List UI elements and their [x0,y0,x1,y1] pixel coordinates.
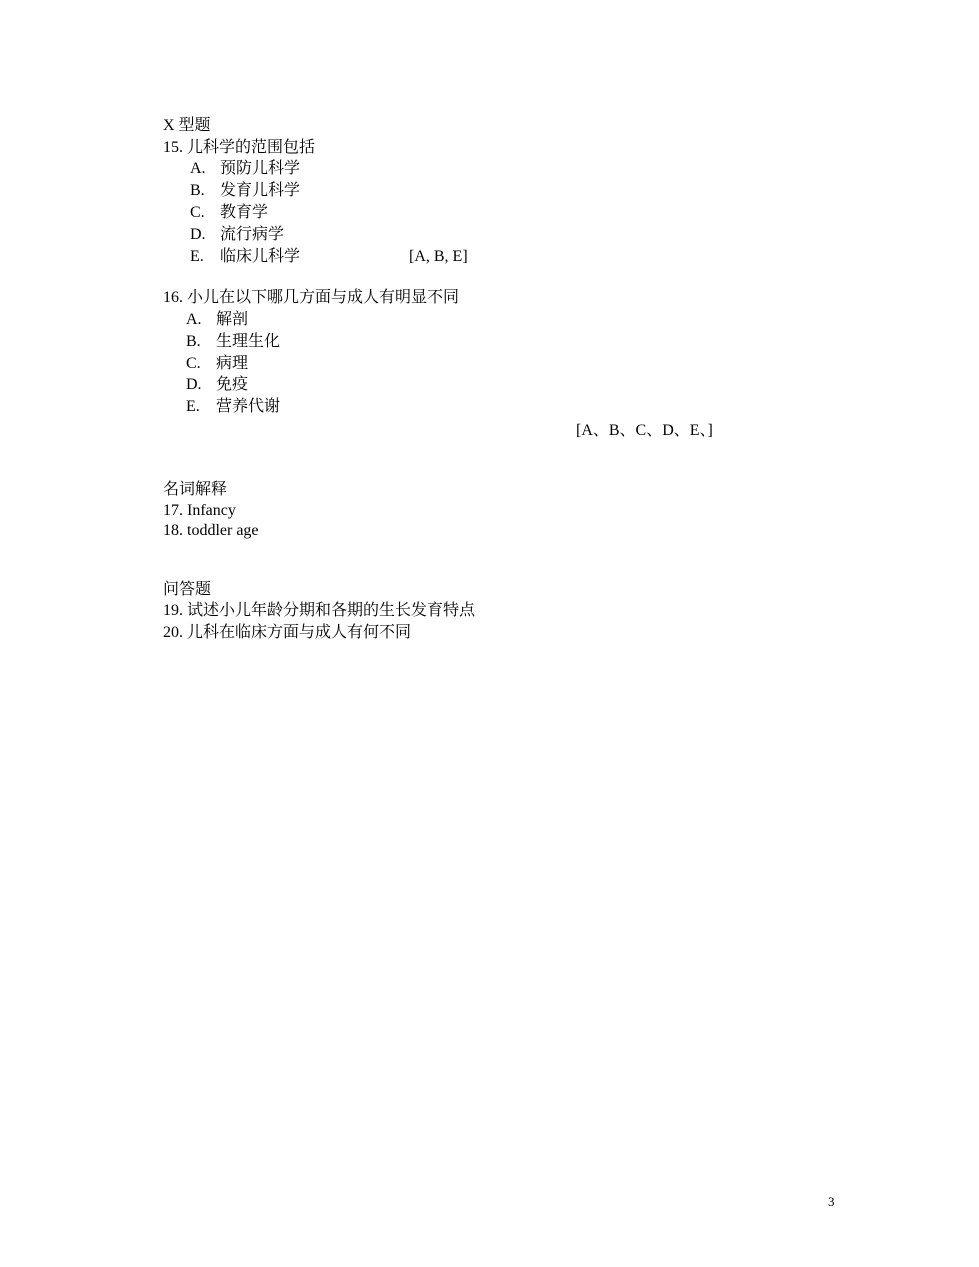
option-text: 临床儿科学 [220,248,301,265]
q15-option-a [190,159,300,179]
option-letter: A. [190,160,206,177]
option-letter: D. [186,376,202,393]
q16-option-b [186,332,280,352]
option-text: 免疫 [216,376,249,393]
q15-option-d [190,225,284,245]
q16-option-d [186,375,248,395]
option-text: 发育儿科学 [220,182,301,199]
term-item-18: 18. toddler age [163,522,259,539]
option-letter: B. [186,333,201,350]
term-item-17: 17. Infancy [163,502,236,519]
option-letter: A. [186,311,202,328]
q15-answer: [A, B, E] [409,248,468,265]
option-text: 预防儿科学 [220,160,301,177]
option-letter: C. [186,355,201,372]
section-heading-qa: 问答题 [163,581,212,598]
q16-option-c [186,354,248,374]
q16-option-e [186,397,280,417]
section-heading-x: X 型题 [163,117,211,134]
option-letter: E. [190,248,204,265]
option-text: 教育学 [220,204,269,221]
q15-option-e [190,247,300,267]
option-text: 生理生化 [216,333,281,350]
option-text: 流行病学 [220,226,285,243]
qa-item-20: 20. 儿科在临床方面与成人有何不同 [163,624,412,641]
option-letter: C. [190,204,205,221]
question-15: 15. 儿科学的范围包括 [163,139,316,156]
option-text: 营养代谢 [216,398,281,415]
q16-answer: [A、B、C、D、E、] [576,422,713,439]
qa-item-19: 19. 试述小儿年龄分期和各期的生长发育特点 [163,602,476,619]
option-letter: D. [190,226,206,243]
q16-option-a [186,310,248,330]
option-letter: E. [186,398,200,415]
section-heading-terms: 名词解释 [163,481,228,498]
q15-option-c [190,203,268,223]
q15-option-b [190,181,300,201]
option-text: 解剖 [216,311,249,328]
page-number: 3 [828,1194,835,1209]
question-16: 16. 小儿在以下哪几方面与成人有明显不同 [163,289,460,306]
option-letter: B. [190,182,205,199]
option-text: 病理 [216,355,249,372]
